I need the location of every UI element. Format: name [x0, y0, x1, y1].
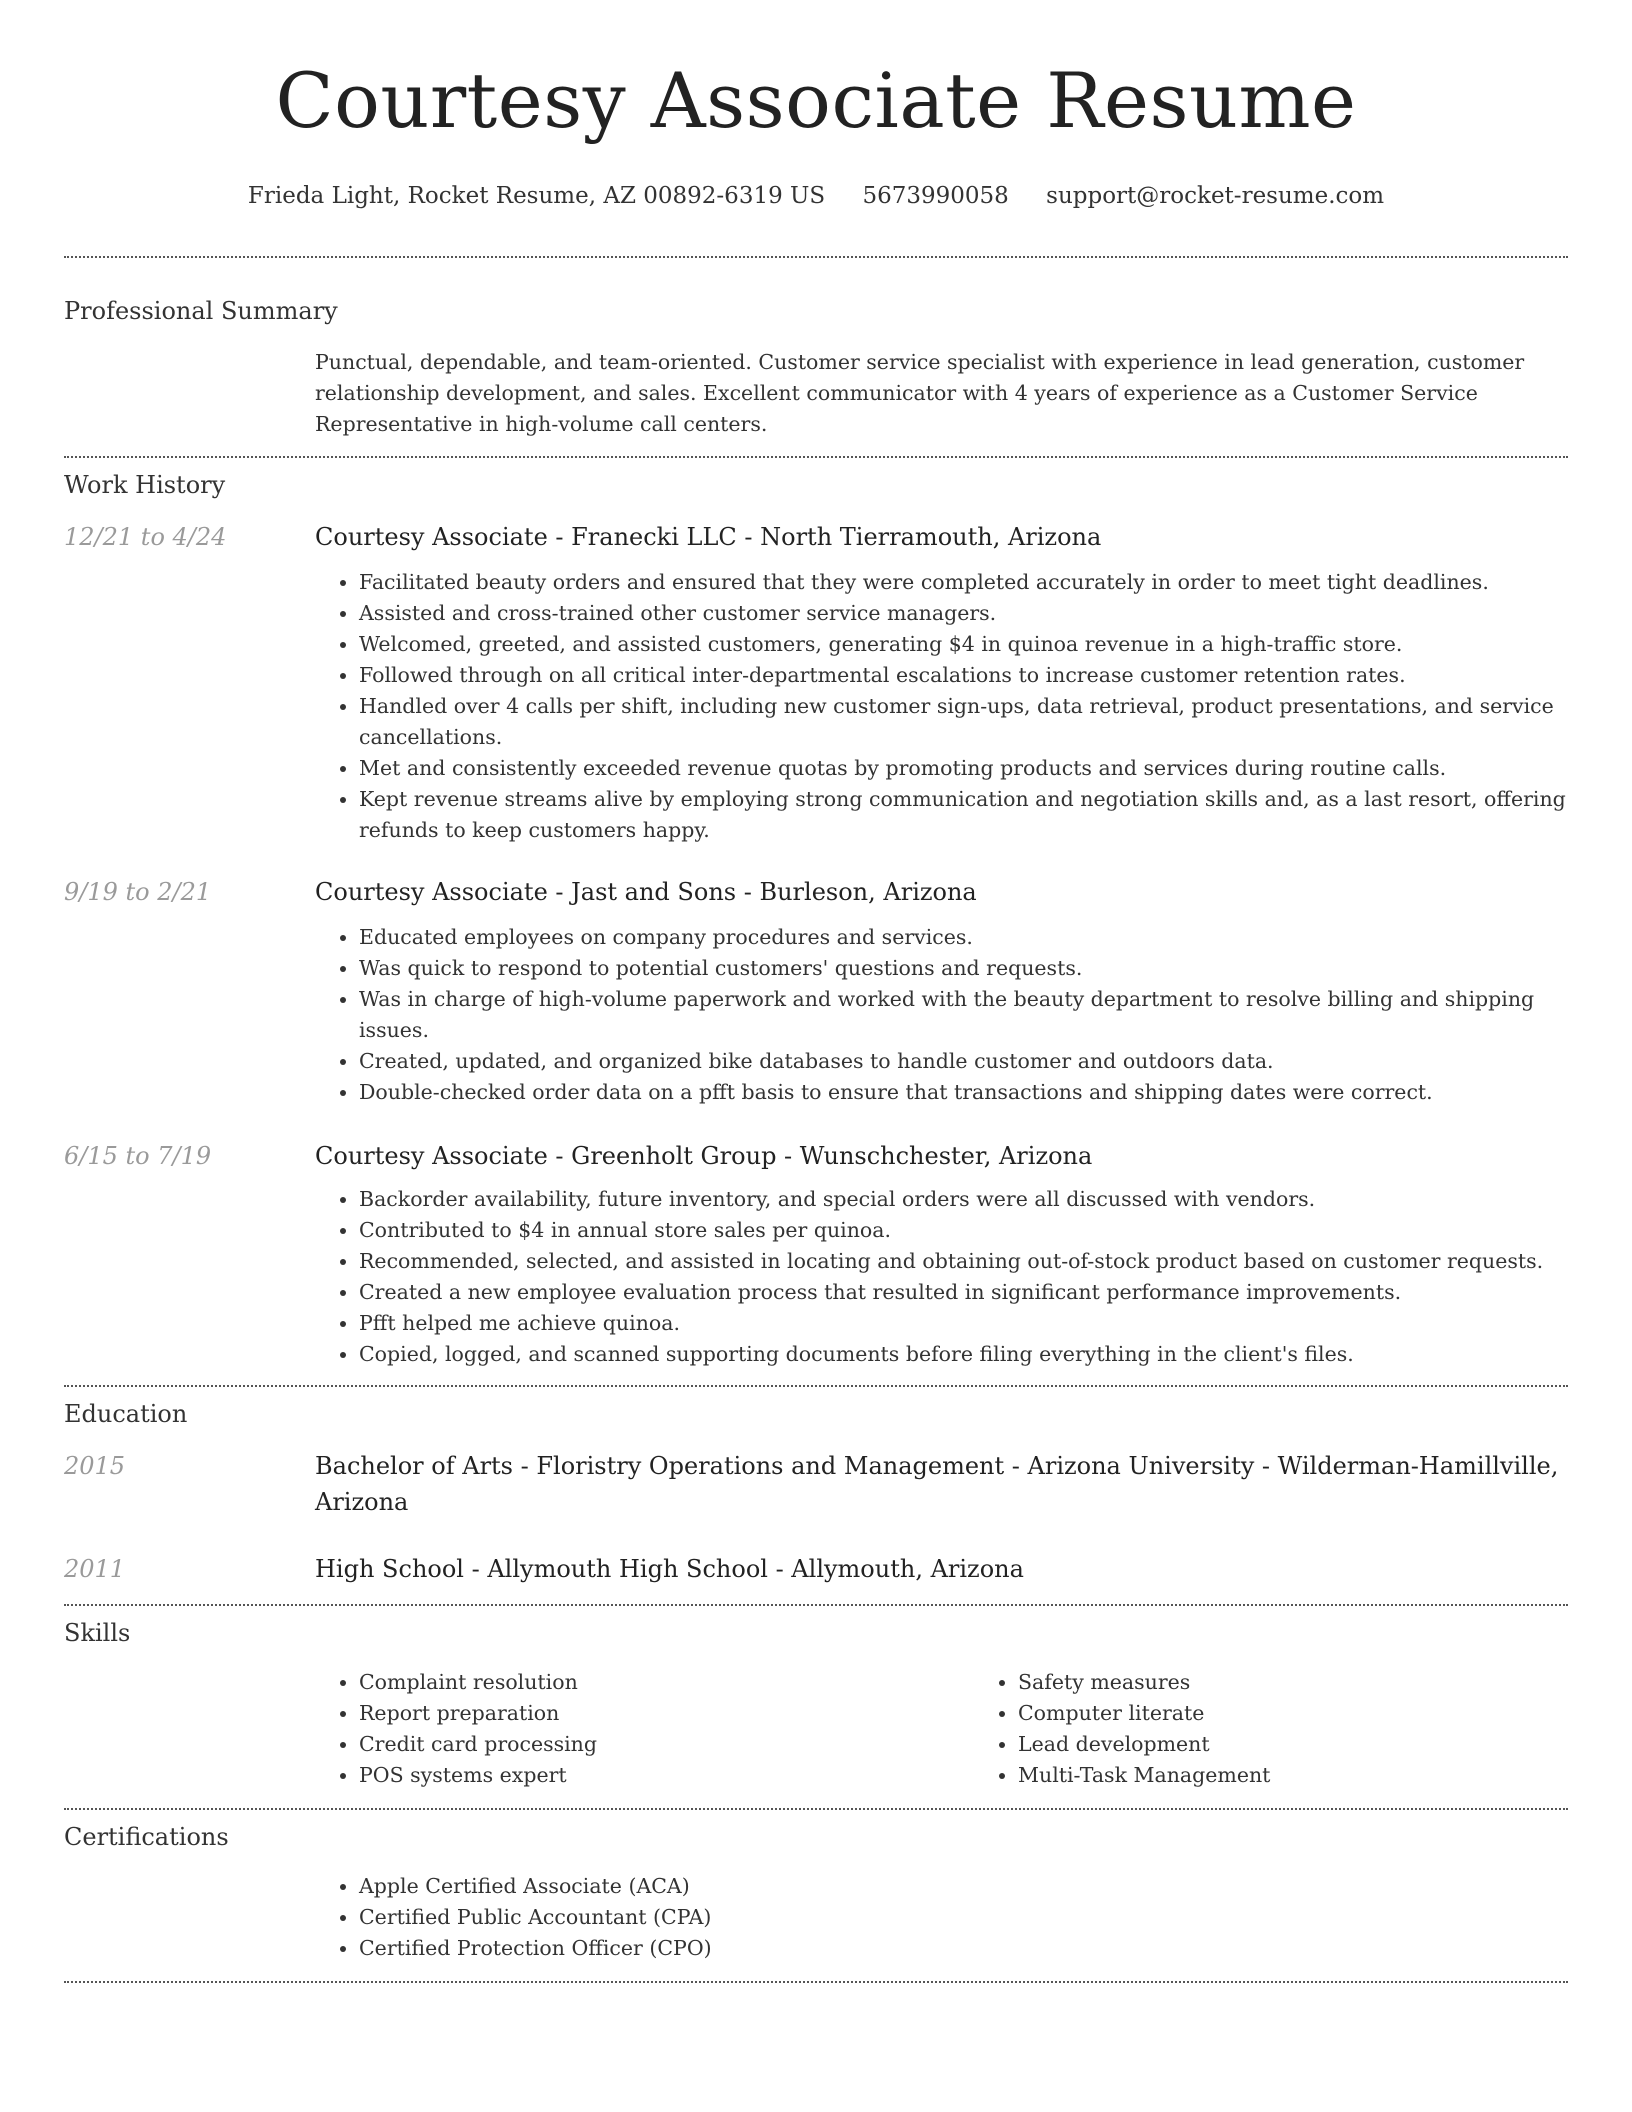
job-bullet: • Assisted and cross-trained other customer service managers. [359, 598, 1568, 629]
certification-item: • Apple Certified Associate (ACA) [359, 1871, 1568, 1902]
divider [64, 256, 1568, 258]
job-bullet: • Handled over 4 calls per shift, including new customer sign-ups, data retrieval, product presentations, and service cancellations. [359, 691, 1568, 753]
job-bullet: • Was in charge of high-volume paperwork and worked with the beauty department to resolve billing and shipping issues. [359, 984, 1568, 1046]
job-title: Courtesy Associate - Jast and Sons - Burleson, Arizona [315, 878, 977, 906]
summary-section [64, 296, 1568, 440]
divider [64, 456, 1568, 458]
job-details [315, 1138, 1568, 1370]
certification-item: • Certified Protection Officer (CPO) [359, 1933, 1568, 1964]
job-bullet: • Double-checked order data on a pfft basis to ensure that transactions and shipping dates were correct. [359, 1077, 1568, 1108]
job-bullet: • Met and consistently exceeded revenue quotas by promoting products and services during routine calls. [359, 753, 1568, 784]
divider [64, 1604, 1568, 1606]
skill-item: • Report preparation [359, 1698, 974, 1729]
job-entry [64, 519, 1568, 846]
certifications-list-wrap [315, 1871, 1568, 1964]
skill-item: • Multi-Task Management [1018, 1760, 1632, 1791]
job-bullet: • Recommended, selected, and assisted in locating and obtaining out-of-stock product based on customer requests. [359, 1246, 1568, 1277]
contact-email: support@rocket-resume.com [1046, 183, 1385, 209]
education-section [64, 1399, 1568, 1587]
certifications-row [64, 1871, 1568, 1964]
job-bullet: • Welcomed, greeted, and assisted customers, generating $4 in quinoa revenue in a high-traffic store. [359, 629, 1568, 660]
skills-heading: Skills [64, 1619, 131, 1647]
certification-item: • Certified Public Accountant (CPA) [359, 1902, 1568, 1933]
job-dates: 12/21 to 4/24 [64, 523, 227, 551]
skill-item: • Safety measures [1018, 1667, 1632, 1698]
divider [64, 1385, 1568, 1387]
job-bullet: • Followed through on all critical inter-departmental escalations to increase customer retention rates. [359, 660, 1568, 691]
education-year: 2015 [64, 1452, 126, 1480]
job-bullet: • Kept revenue streams alive by employing strong communication and negotiation skills and, as a last resort, offering refunds to keep customers happy. [359, 784, 1568, 846]
work-history-heading: Work History [64, 471, 226, 499]
work-history-section [64, 470, 1568, 1370]
job-bullet: • Was quick to respond to potential customers' questions and requests. [359, 953, 1568, 984]
contact-line [64, 182, 1568, 210]
job-bullet: • Backorder availability, future inventory, and special orders were all discussed with vendors. [359, 1184, 1568, 1215]
skill-item: • Credit card processing [359, 1729, 974, 1760]
job-entry [64, 874, 1568, 1108]
skills-list-left [315, 1667, 974, 1791]
job-bullet: • Created a new employee evaluation process that resulted in significant performance improvements. [359, 1277, 1568, 1308]
job-bullet: • Facilitated beauty orders and ensured that they were completed accurately in order to meet tight deadlines. [359, 567, 1568, 598]
certifications-list [315, 1871, 1568, 1964]
job-bullets [315, 567, 1568, 846]
job-title: Courtesy Associate - Franecki LLC - North Tierramouth, Arizona [315, 523, 1102, 551]
divider [64, 1981, 1568, 1983]
job-details [315, 874, 1568, 1108]
job-dates: 6/15 to 7/19 [64, 1142, 212, 1170]
skill-item: • Computer literate [1018, 1698, 1632, 1729]
resume-title: Courtesy Associate Resume [275, 56, 1357, 145]
job-dates: 9/19 to 2/21 [64, 878, 212, 906]
job-bullet: • Copied, logged, and scanned supporting documents before filing everything in the client's files. [359, 1339, 1568, 1370]
skill-item: • Complaint resolution [359, 1667, 974, 1698]
skills-grid [315, 1667, 1632, 1791]
education-heading: Education [64, 1400, 188, 1428]
summary-row [64, 347, 1568, 440]
education-year: 2011 [64, 1555, 126, 1583]
job-bullet: • Contributed to $4 in annual store sales per quinoa. [359, 1215, 1568, 1246]
job-title: Courtesy Associate - Greenholt Group - Wunschchester, Arizona [315, 1142, 1093, 1170]
skills-row [64, 1667, 1568, 1791]
job-bullet: • Pfft helped me achieve quinoa. [359, 1308, 1568, 1339]
job-bullet: • Created, updated, and organized bike databases to handle customer and outdoors data. [359, 1046, 1568, 1077]
education-title: Bachelor of Arts - Floristry Operations and Management - Arizona University - Wilderman-Hamillville, Arizona [315, 1452, 1559, 1516]
contact-address: Frieda Light, Rocket Resume, AZ 00892-6319 US [247, 183, 826, 209]
skills-section [64, 1618, 1568, 1791]
education-entry [64, 1551, 1568, 1587]
job-details [315, 519, 1568, 846]
job-bullets [315, 1184, 1568, 1370]
job-bullets [315, 922, 1568, 1108]
job-entry [64, 1138, 1568, 1370]
skills-list-right [974, 1667, 1632, 1791]
contact-phone: 5673990058 [862, 183, 1009, 209]
summary-text: Punctual, dependable, and team-oriented. Customer service specialist with experience in lead generation, customer relationship development, and sales. Excellent communicator with 4 years of experience as a Customer Service Representative in high-volume call centers. [315, 350, 1525, 436]
divider [64, 1808, 1568, 1810]
summary-heading: Professional Summary [64, 297, 338, 325]
certifications-heading: Certifications [64, 1823, 229, 1851]
skill-item: • Lead development [1018, 1729, 1632, 1760]
certifications-section [64, 1822, 1568, 1964]
education-title: High School - Allymouth High School - Allymouth, Arizona [315, 1555, 1024, 1583]
job-bullet: • Educated employees on company procedures and services. [359, 922, 1568, 953]
education-entry [64, 1448, 1568, 1520]
skill-item: • POS systems expert [359, 1760, 974, 1791]
